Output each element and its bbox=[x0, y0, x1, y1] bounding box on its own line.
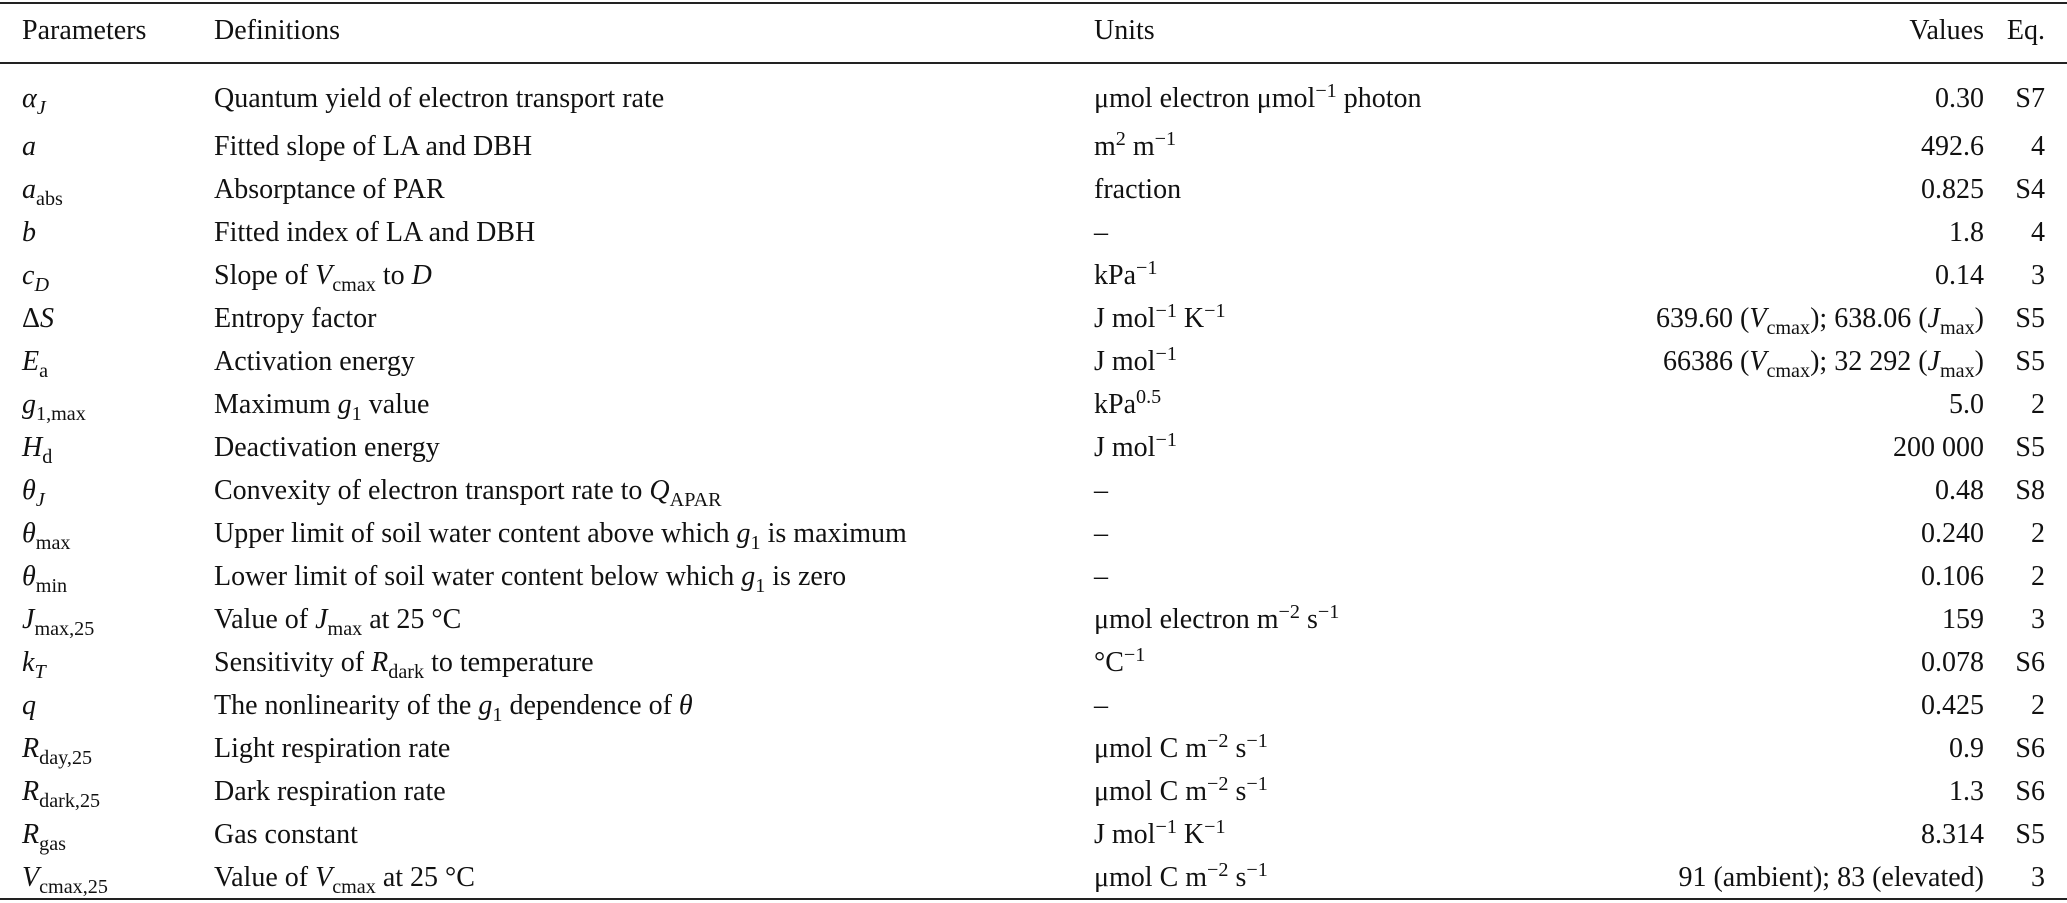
value-cell: 0.30 bbox=[1935, 83, 1984, 114]
unit-cell: $^\circ C^{-1}$ bbox=[1094, 643, 1146, 678]
value-cell: 8.314 bbox=[1921, 819, 1984, 850]
table-row bbox=[0, 555, 2067, 598]
value-cell: 0.106 bbox=[1921, 561, 1984, 592]
header-eq: Eq. bbox=[2006, 15, 2045, 46]
unit-cell: μmol electron μmol$^{-1}$ photon bbox=[1094, 79, 1422, 114]
definition-cell: Gas constant bbox=[214, 819, 358, 850]
table-row bbox=[0, 297, 2067, 340]
header-values: Values bbox=[1909, 15, 1984, 46]
value-cell: 5.0 bbox=[1949, 389, 1984, 420]
unit-cell: J mol$^{-1}$ bbox=[1094, 428, 1177, 463]
unit-cell: J mol$^{-1}$ bbox=[1094, 342, 1177, 377]
param-symbol: q bbox=[22, 690, 36, 721]
value-cell: 0.425 bbox=[1921, 690, 1984, 721]
definition-cell: Dark respiration rate bbox=[214, 776, 446, 807]
table-row bbox=[0, 254, 2067, 297]
eq-cell: S6 bbox=[2015, 733, 2045, 764]
value-cell: 159 bbox=[1942, 604, 1984, 635]
param-symbol: $E_a$ bbox=[22, 346, 49, 383]
header-parameters: Parameters bbox=[22, 15, 147, 46]
table-row bbox=[0, 770, 2067, 813]
table-row bbox=[0, 125, 2067, 168]
table-row bbox=[0, 168, 2067, 211]
definition-cell: Fitted slope of LA and DBH bbox=[214, 131, 533, 162]
definition-cell: Lower limit of soil water content below which $g_1$ is zero bbox=[214, 561, 847, 598]
eq-cell: S5 bbox=[2015, 432, 2045, 463]
param-symbol: $V_{cmax,25}$ bbox=[22, 862, 108, 899]
value-cell: 0.240 bbox=[1921, 518, 1984, 549]
value-cell: 492.6 bbox=[1921, 131, 1984, 162]
header-units: Units bbox=[1094, 15, 1155, 46]
definition-cell: Deactivation energy bbox=[214, 432, 440, 463]
eq-cell: S5 bbox=[2015, 303, 2045, 334]
unit-cell: J mol$^{-1}$ $K^{-1}$ bbox=[1094, 299, 1226, 334]
param-symbol: $R_{day,25}$ bbox=[22, 733, 93, 770]
value-cell: 0.825 bbox=[1921, 174, 1984, 205]
eq-cell: 3 bbox=[2031, 260, 2045, 291]
unit-cell: $m^2$ $m^{-1}$ bbox=[1094, 127, 1177, 162]
eq-cell: 4 bbox=[2031, 131, 2045, 162]
value-cell: 200 000 bbox=[1893, 432, 1984, 463]
table-row bbox=[0, 469, 2067, 512]
eq-cell: 2 bbox=[2031, 389, 2045, 420]
eq-cell: 3 bbox=[2031, 604, 2045, 635]
unit-cell: μmol C $m^{-2}$ $s^{-1}$ bbox=[1094, 729, 1268, 764]
unit-cell: fraction bbox=[1094, 174, 1182, 205]
table-row bbox=[0, 727, 2067, 770]
value-cell: 0.9 bbox=[1949, 733, 1984, 764]
definition-cell: Quantum yield of electron transport rate bbox=[214, 83, 665, 114]
param-symbol: $k_T$ bbox=[22, 647, 46, 684]
definition-cell: Activation energy bbox=[214, 346, 415, 377]
param-symbol: $H_d$ bbox=[22, 432, 53, 469]
value-cell: 1.8 bbox=[1949, 217, 1984, 248]
eq-cell: 2 bbox=[2031, 690, 2045, 721]
unit-cell: μmol C $m^{-2}$ $s^{-1}$ bbox=[1094, 858, 1268, 893]
value-cell: 639.60 $(V_{cmax})$; 638.06 $(J_{max})$ bbox=[1656, 303, 1984, 340]
param-symbol: $g_{1,max}$ bbox=[22, 389, 86, 426]
param-symbol: $\theta_{min}$ bbox=[22, 561, 68, 598]
table-row bbox=[0, 211, 2067, 254]
param-symbol: $\theta_J$ bbox=[22, 475, 45, 512]
definition-cell: Sensitivity of $R_{dark}$ to temperature bbox=[214, 647, 594, 684]
unit-cell: kPa$^{-1}$ bbox=[1094, 256, 1158, 291]
eq-cell: S5 bbox=[2015, 819, 2045, 850]
eq-cell: S6 bbox=[2015, 647, 2045, 678]
eq-cell: 2 bbox=[2031, 561, 2045, 592]
table-row bbox=[0, 512, 2067, 555]
param-symbol: ΔS bbox=[22, 303, 55, 334]
definition-cell: Convexity of electron transport rate to $Q_{APAR}$ bbox=[214, 475, 722, 512]
param-symbol: $R_{dark,25}$ bbox=[22, 776, 101, 813]
table-header-row bbox=[0, 0, 2067, 62]
table-row bbox=[0, 598, 2067, 641]
unit-cell: J mol$^{-1}$ $K^{-1}$ bbox=[1094, 815, 1226, 850]
value-cell: 66386 $(V_{cmax})$; 32 292 $(J_{max})$ bbox=[1663, 346, 1984, 383]
unit-cell: – bbox=[1094, 518, 1108, 549]
definition-cell: Entropy factor bbox=[214, 303, 377, 334]
table-row bbox=[0, 684, 2067, 727]
definition-cell: Light respiration rate bbox=[214, 733, 451, 764]
definition-cell: Maximum $g_1$ value bbox=[214, 389, 430, 426]
eq-cell: S7 bbox=[2015, 83, 2045, 114]
definition-cell: Value of $J_{max}$ at 25 °C bbox=[214, 604, 462, 641]
table-row bbox=[0, 856, 2067, 899]
definition-cell: Slope of $V_{cmax}$ to D bbox=[214, 260, 432, 297]
header-definitions: Definitions bbox=[214, 15, 340, 46]
unit-cell: μmol electron $m^{-2}$ $s^{-1}$ bbox=[1094, 600, 1340, 635]
eq-cell: 3 bbox=[2031, 862, 2045, 893]
param-symbol: $R_{gas}$ bbox=[22, 819, 66, 856]
value-cell: 1.3 bbox=[1949, 776, 1984, 807]
param-symbol: $a_{abs}$ bbox=[22, 174, 63, 211]
definition-cell: The nonlinearity of the $g_1$ dependence of θ bbox=[214, 690, 693, 727]
value-cell: 0.14 bbox=[1935, 260, 1984, 291]
param-symbol: $\theta_{max}$ bbox=[22, 518, 71, 555]
definition-cell: Absorptance of PAR bbox=[214, 174, 445, 205]
eq-cell: S4 bbox=[2015, 174, 2045, 205]
unit-cell: – bbox=[1094, 690, 1108, 721]
eq-cell: S5 bbox=[2015, 346, 2045, 377]
eq-cell: S8 bbox=[2015, 475, 2045, 506]
definition-cell: Value of $V_{cmax}$ at 25 °C bbox=[214, 862, 475, 899]
value-cell: 0.078 bbox=[1921, 647, 1984, 678]
eq-cell: 2 bbox=[2031, 518, 2045, 549]
param-symbol: b bbox=[22, 217, 36, 248]
unit-cell: – bbox=[1094, 475, 1108, 506]
value-cell: 0.48 bbox=[1935, 475, 1984, 506]
definition-cell: Upper limit of soil water content above which $g_1$ is maximum bbox=[214, 518, 907, 555]
table-row bbox=[0, 383, 2067, 426]
table-row bbox=[0, 62, 2067, 125]
unit-cell: – bbox=[1094, 561, 1108, 592]
param-symbol: a bbox=[22, 131, 36, 162]
param-symbol: $J_{max,25}$ bbox=[22, 604, 95, 641]
unit-cell: μmol C $m^{-2}$ $s^{-1}$ bbox=[1094, 772, 1268, 807]
unit-cell: – bbox=[1094, 217, 1108, 248]
param-symbol: $\alpha_J$ bbox=[22, 83, 46, 120]
table-row bbox=[0, 641, 2067, 684]
table-row bbox=[0, 340, 2067, 383]
eq-cell: S6 bbox=[2015, 776, 2045, 807]
unit-cell: kPa$^{0.5}$ bbox=[1094, 385, 1162, 420]
eq-cell: 4 bbox=[2031, 217, 2045, 248]
table-row bbox=[0, 426, 2067, 469]
value-cell: 91 (ambient); 83 (elevated) bbox=[1678, 862, 1984, 893]
definition-cell: Fitted index of LA and DBH bbox=[214, 217, 536, 248]
table-row bbox=[0, 813, 2067, 856]
param-symbol: $c_D$ bbox=[22, 260, 49, 297]
